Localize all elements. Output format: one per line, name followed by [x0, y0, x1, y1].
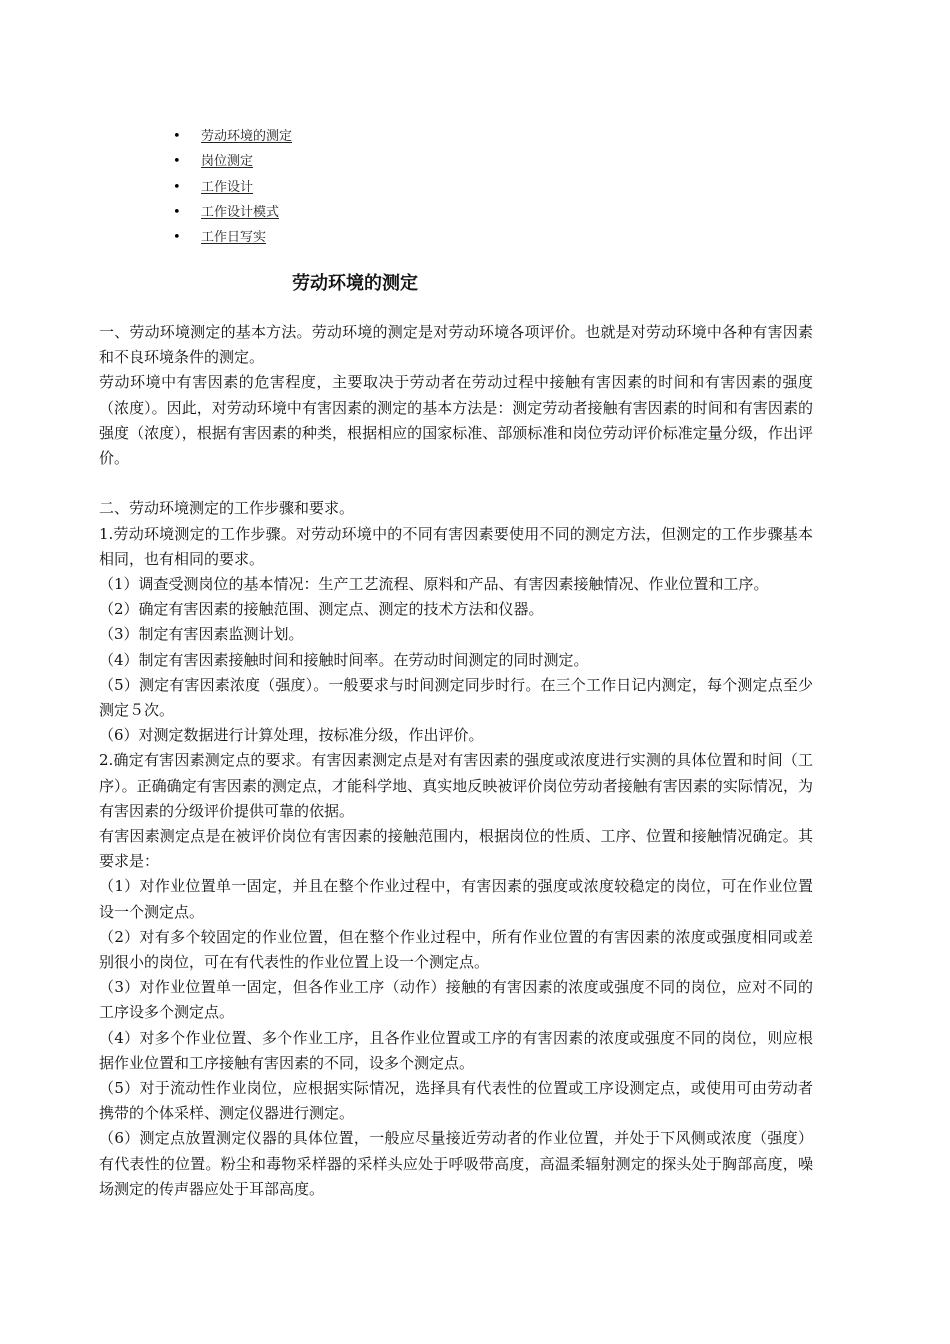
toc-item [170, 149, 292, 174]
paragraph: （4）对多个作业位置、多个作业工序，且各作业位置或工序的有害因素的浓度或强度不同的岗位，则应根据作业位置和工序接触有害因素的不同，设多个测定点。 [99, 1028, 813, 1072]
paragraph: （2）确定有害因素的接触范围、测定点、测定的技术方法和仪器。 [99, 600, 544, 619]
toc-link[interactable]: 工作设计 [201, 179, 254, 195]
bullet-icon: • [173, 154, 181, 170]
paragraph: （1）对作业位置单一固定，并且在整个作业过程中，有害因素的强度或浓度较稳定的岗位，可在作业位置设一个测定点。 [99, 877, 813, 921]
paragraph: 1.劳动环境测定的工作步骤。对劳动环境中的不同有害因素要使用不同的测定方法，但测定的工作步骤基本相同，也有相同的要求。 [99, 524, 813, 568]
toc-link[interactable]: 劳动环境的测定 [201, 129, 293, 144]
toc-link[interactable]: 岗位测定 [201, 154, 254, 170]
document-body [99, 320, 813, 1202]
paragraph: 2.确定有害因素测定点的要求。有害因素测定点是对有害因素的强度或浓度进行实测的具体位置和时间（工序）。正确确定有害因素的测定点，才能科学地、真实地反映被评价岗位劳动者接触有害因素的实际情况，为有害因素的分级评价提供可靠的依据。 [99, 751, 813, 820]
paragraph: 劳动环境中有害因素的危害程度，主要取决于劳动者在劳动过程中接触有害因素的时间和有害因素的强度（浓度）。因此，对劳动环境中有害因素的测定的基本方法是：测定劳动者接触有害因素的时间和有害因素的强度（浓度），根据有害因素的种类，根据相应的国家标准、部颁标准和岗位劳动评价标准定量分级，作出评价。 [99, 373, 813, 468]
paragraph: （2）对有多个较固定的作业位置，但在整个作业过程中，所有作业位置的有害因素的浓度或强度相同或差别很小的岗位，可在有代表性的作业位置上设一个测定点。 [99, 927, 813, 972]
paragraph: （1）调查受测岗位的基本情况：生产工艺流程、原料和产品、有害因素接触情况、作业位置和工序。 [99, 575, 769, 594]
bullet-icon: • [173, 230, 181, 246]
paragraph: 有害因素测定点是在被评价岗位有害因素的接触范围内，根据岗位的性质、工序、位置和接触情况确定。其要求是： [99, 827, 813, 871]
paragraph: （5）测定有害因素浓度（强度）。一般要求与时间测定同步时行。在三个工作日记内测定，每个测定点至少测定５次。 [99, 675, 813, 720]
toc-link[interactable]: 工作日写实 [201, 230, 267, 246]
toc-item [170, 225, 292, 250]
toc-list [170, 124, 292, 250]
bullet-icon: • [173, 179, 181, 195]
paragraph: （3）制定有害因素监测计划。 [99, 625, 304, 644]
paragraph: （6）测定点放置测定仪器的具体位置，一般应尽量接近劳动者的作业位置，并处于下风侧或浓度（强度）有代表性的位置。粉尘和毒物采样器的采样头应处于呼吸带高度，高温柔辐射测定的探头处于胸部高度，噪场测定的传声器应处于耳部高度。 [99, 1129, 813, 1198]
paragraph: 一、劳动环境测定的基本方法。劳动环境的测定是对劳动环境各项评价。也就是对劳动环境中各种有害因素和不良环境条件的测定。 [99, 323, 813, 367]
paragraph-spacer [99, 471, 813, 496]
toc-item [170, 200, 292, 225]
bullet-icon: • [173, 129, 181, 144]
paragraph: 二、劳动环境测定的工作步骤和要求。 [99, 499, 355, 518]
page-title: 劳动环境的测定 [292, 273, 418, 294]
paragraph: （3）对作业位置单一固定，但各作业工序（动作）接触的有害因素的浓度或强度不同的岗位，应对不同的工序设多个测定点。 [99, 978, 813, 1022]
paragraph: （6）对测定数据进行计算处理，按标准分级，作出评价。 [99, 726, 484, 745]
toc-item [170, 124, 292, 149]
paragraph: （5）对于流动性作业岗位，应根据实际情况，选择具有代表性的位置或工序设测定点，或使用可由劳动者携带的个体采样、测定仪器进行测定。 [99, 1079, 813, 1123]
toc-item [170, 175, 292, 200]
toc-link[interactable]: 工作设计模式 [201, 204, 280, 220]
bullet-icon: • [173, 204, 181, 220]
paragraph: （4）制定有害因素接触时间和接触时间率。在劳动时间测定的同时测定。 [99, 650, 589, 669]
